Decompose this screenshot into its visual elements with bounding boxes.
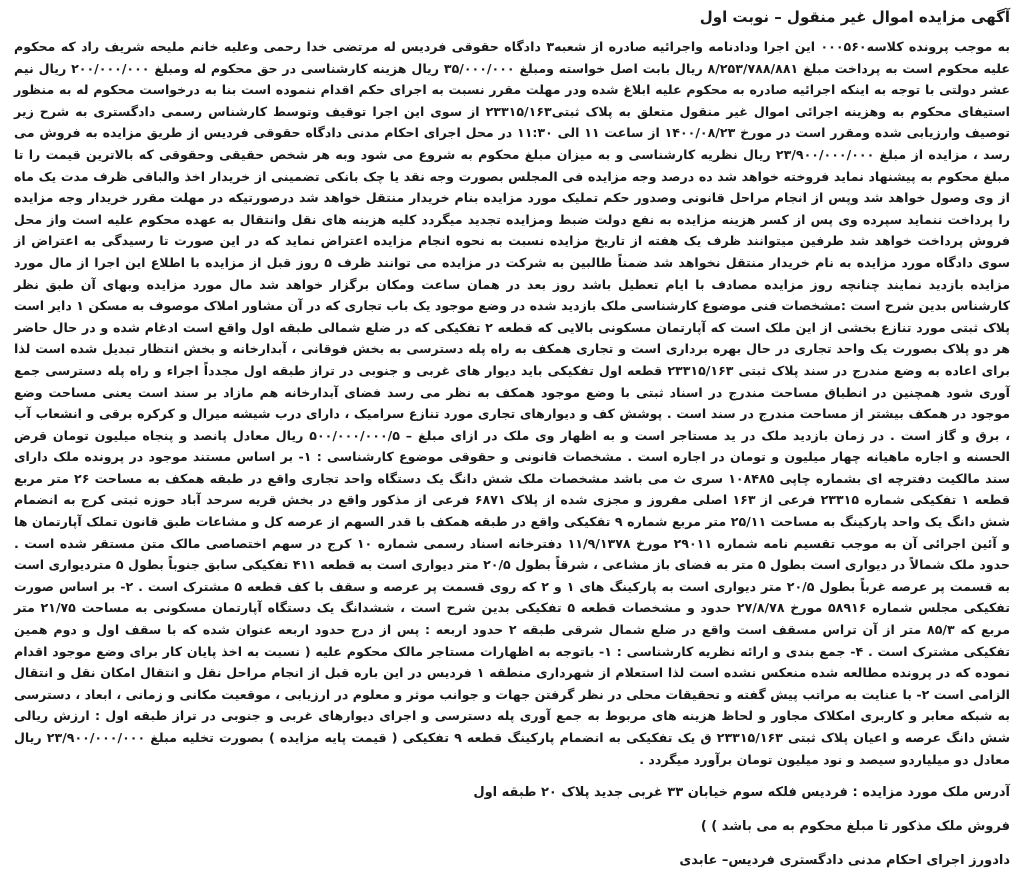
sale-note: فروش ملک مذکور تا مبلغ محکوم به می باشد ) )	[700, 819, 1010, 835]
notice-title: آگهی مزایده اموال غیر منقول – نوبت اول	[699, 8, 1010, 26]
signature: دادورز اجرای احکام مدنی دادگستری فردیس– عابدی	[679, 853, 1010, 869]
property-address: آدرس ملک مورد مزایده : فردیس فلکه سوم خیابان ۳۳ غربی جدید پلاک ۲۰ طبقه اول	[473, 785, 1010, 801]
notice-body: به موجب پرونده کلاسه۰۰۰۵۶۰ این اجرا ودادنامه واجرائیه صادره از شعبه۳ دادگاه حقوقی فردیس له مرتضی خدا رحمی وعلیه خانم ملیحه شریف راد که محکوم علیه محکوم است به پرداخت مبلغ ۸/۲۵۳/۷۸۸/۸۸۱ ریال بابت اصل خواسته ومبلغ ۳۵/۰۰۰/۰۰۰ ریال هزینه کارشناسی در حق محکوم له ومبلغ ۲۰۰/۰۰۰/۰۰۰ ریال نیم عشر دولتی با توجه به اینکه اجرائیه صادره به محکوم علیه ابلاغ شده ودر مهلت مقرر نسبت به اجرای حکم اقدام ننموده است بنا به درخواست محکوم له به منظور استیفای محکوم به وهزینه اجرائی اموال غیر منقول متعلق به پلاک ثبتی۲۳۳۱۵/۱۶۳ از سوی این اجرا توقیف وتوسط کارشناس رسمی دادگستری به شرح زیر توصیف وارزیابی شده ومقرر است در مورخ ۱۴۰۰/۰۸/۲۳ از ساعت ۱۱ الی ۱۱:۳۰ در محل اجرای احکام مدنی دادگاه حقوقی فردیس از طریق مزایده به فروش می رسد ، مزایده از مبلغ ۲۳/۹۰۰/۰۰۰/۰۰۰ ریال نظریه کارشناسی و به میزان مبلغ محکوم به شروع می شود وبه هر شخص حقیقی وحقوقی که بالاترین قیمت را تا مبلغ محکوم به پیشنهاد نماید فروخته خواهد شد ده درصد وجه مزایده فی المجلس بصورت وجه نقد یا چک بانکی تضمینی از خریدار اخذ والباقی ظرف مدت یک ماه از وی وصول خواهد شد وپس از انجام مراحل قانونی وصدور حکم تملیک مورد مزایده بنام خریدار منتقل خواهد شد درصورتیکه در مهلت مقرر خریدار وجه مزایده را پرداخت ننماید سپرده وی پس از کسر هزینه مزایده به نفع دولت ضبط ومزایده تجدید میگردد کلیه هزینه های نقل وانتقال به عهده محکوم علیه است واز محل فروش پرداخت خواهد شد طرفین میتوانند ظرف یک هفته از تاریخ مزایده نسبت به نحوه انجام مزایده اعتراض نماید که در این صورت تا رسیدگی به اعتراض از سوی دادگاه مورد مزایده به نام خریدار منتقل نخواهد شد ضمناً طالبین به شرکت در مزایده می توانند ظرف ۵ روز قبل از مزایده با اطلاع این اجرا از مال مورد مزایده بازدید نمایند چنانچه روز مزایده مصادف با ایام تعطیل باشد روز بعد در همان ساعت ومکان برگزار خواهد شد مال مورد مزایده وبهای آن طبق نظر کارشناس بدین شرح است :مشخصات فنی موضوع کارشناسی ملک بازدید شده در وضع موجود یک باب تجاری که در آن مشاور املاک موصوف به مسکن ۱ دایر است پلاک ثبتی مورد تنازع بخشی از این ملک است که آپارتمان مسکونی بالایی که قطعه ۲ تفکیکی که در ضلع شمالی طبقه اول واقع است ادغام شده و در حال حاضر هر دو پلاک بصورت یک واحد تجاری در حال بهره برداری است و تجاری همکف به راه پله دسترسی به بخش فوقانی ، آبدارخانه و بخش انتظار تبدیل شده است لذا برای اعاده به وضع مندرج در سند پلاک ثبتی ۲۳۳۱۵/۱۶۳ قطعه اول تفکیکی باید دیوار های غربی و جنوبی در تراز طبقه اول مجدداً اجراء و راه پله دسترسی جمع آوری شود همچنین در انطباق مساحت مندرج در اسناد ثبتی با وضع موجود همکف به نظر می رسد فضای آبدارخانه هم مازاد بر سند است یعنی مساحت وضع موجود در همکف بیشتر از مساحت مندرج در سند است . پوشش کف و دیوارهای تجاری مورد تنازع سرامیک ، دارای درب شیشه میرال و کرکره برقی و انشعاب آب ، برق و گاز است . در زمان بازدید ملک در ید مستاجر است و به اظهار وی ملک در ازای مبلغ – ۵۰۰/۰۰۰/۰۰۰/۵ ریال معادل پانصد و پنجاه میلیون تومان قرض الحسنه و اجاره ماهیانه چهار میلیون و تومان در اجاره است . مشخصات قانونی و حقوقی موضوع کارشناسی : ۱- بر اساس مستند موجود در پرونده ملک دارای سند مالکیت دفترچه ای بشماره چاپی ۱۰۸۴۸۵ سری ث می باشد مشخصات ملک شش دانگ یک دستگاه واحد تجاری واقع در طبقه همکف به مساحت ۲۶ متر مربع قطعه ۱ تفکیکی شماره ۲۳۳۱۵ فرعی از ۱۶۳ اصلی مفروز و مجزی شده از پلاک ۶۸۷۱ فرعی از مذکور واقع در بخش قریه سرحد آباد حوزه ثبتی کرج به انضمام شش دانگ یک واحد پارکینگ به مساحت ۲۵/۱۱ متر مربع شماره ۹ تفکیکی واقع در طبقه همکف با قدر السهم از عرصه کل و مشاعات طبق قانون تملک آپارتمان ها و آئین اجرائی آن به موجب تقسیم نامه شماره ۲۹۰۱۱ مورخ ۱۱/۹/۱۳۷۸ دفترخانه اسناد رسمی شماره ۱۰ کرج در سهم اختصاصی مالک متن مستقر شده است . حدود ملک شمالاً در دیواری است بطول ۵ متر به فضای باز مشاعی ، شرقاً بطول ۲۰/۵ متر دیواری است به قطعه ۴۱۱ تفکیکی سابق جنوباً بطول ۵ متردیواری است به قسمت پر عرصه غرباً بطول ۲۰/۵ متر دیواری است به پارکینگ های ۱ و ۲ که روی قسمت پر عرصه و سقف با کف قطعه ۵ مشترک است . ۲- بر اساس صورت تفکیکی مجلس شماره ۵۸۹۱۶ مورخ ۲۷/۸/۷۸ حدود و مشخصات قطعه ۵ تفکیکی بدین شرح است ، ششدانگ یک دستگاه آپارتمان مسکونی به مساحت ۲۱/۷۵ متر مربع که ۸۵/۳ متر از آن تراس مسقف است واقع در ضلع شمال شرقی طبقه ۲ حدود اربعه : پس از درج حدود اربعه عنوان شده که با سقف اول و دوم همین تفکیکی مشترک است . ۴- جمع بندی و ارائه نظریه کارشناسی : ۱- باتوجه به اظهارات مستاجر مالک محکوم علیه ( نسبت به اخذ پایان کار برای وضع موجود اقدام نموده که در پرونده مطالعه شده منعکس نشده است لذا استعلام از شهرداری منطقه ۱ فردیس در این باره قبل از انجام مراحل نقل و انتقال امکان نقل و انتقال الزامی است ۲- با عنایت به مراتب پیش گفته و تحقیقات محلی در نظر گرفتن جهات و جوانب موثر و معلوم در ارزیابی ، موقعیت مکانی و زمانی ، ابعاد ، دسترسی به شبکه معابر و کاربری امکلاک مجاور و لحاظ هزینه های مربوط به جمع آوری پله دسترسی و اجرای دیوارهای غربی و جنوبی در تراز طبقه اول : ارزش ریالی شش دانگ عرصه و اعیان پلاک ثبتی ۲۳۳۱۵/۱۶۳ ق یک تفکیکی به انضمام پارکینگ قطعه ۹ تفکیکی ( قیمت پایه مزایده ) بصورت تخلیه مبلغ ۲۳/۹۰۰/۰۰۰/۰۰۰ ریال معادل دو میلیاردو سیصد و نود میلیون تومان برآورد میگردد .	[14, 39, 1011, 767]
